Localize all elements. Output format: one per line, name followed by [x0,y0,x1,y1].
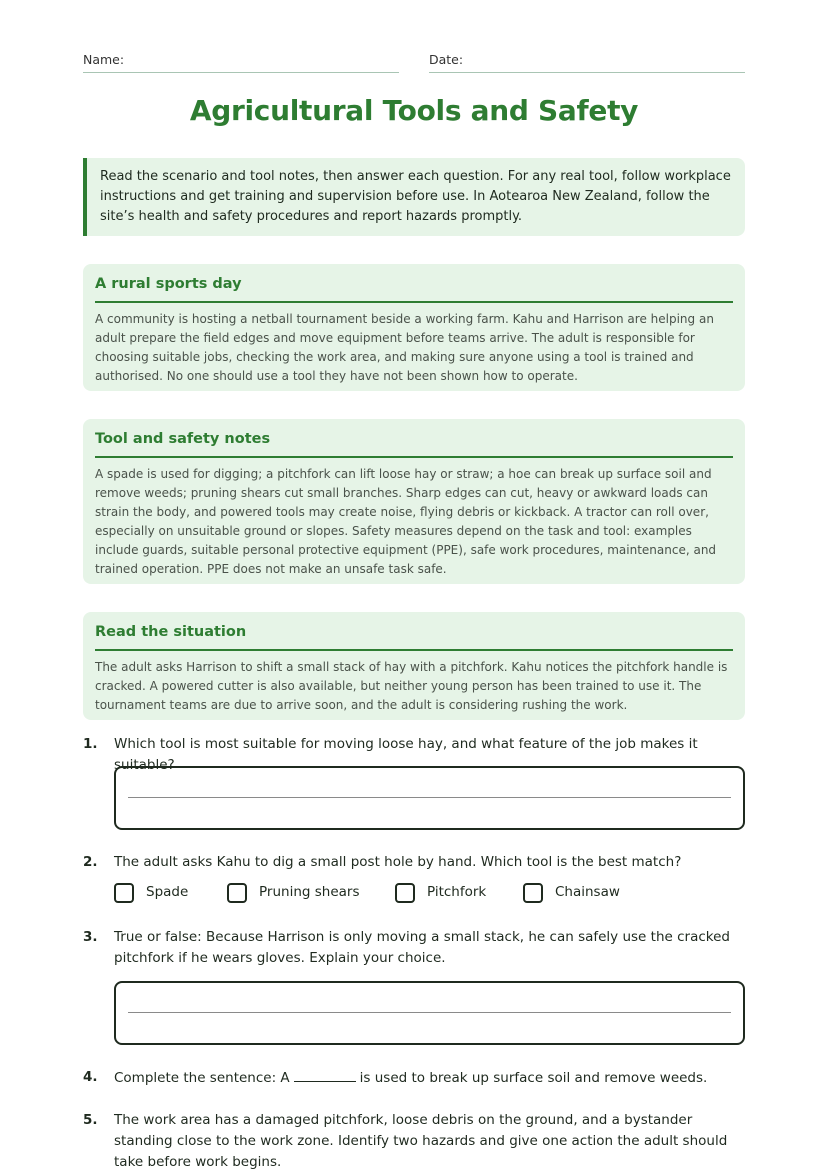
name-date-row [83,52,745,74]
option-label: Pruning shears [259,884,360,900]
question-number: 2. [83,854,98,870]
question-5 [83,1110,745,1172]
sentence-end: is used to break up surface soil and remove weeds. [359,1070,708,1086]
scenario-text: A community is hosting a netball tournament beside a working farm. Kahu and Harrison are helping an adult prepare the field edges and move equipment before teams arrive. The adult is responsible for choosing suitable jobs, checking the work area, and making sure anyone using a tool is trained and authorised. No one should use a tool they have not been shown how to operate. [95,312,714,383]
tool-notes-text: A spade is used for digging; a pitchfork can lift loose hay or straw; a hoe can break up surface soil and remove weeds; pruning shears cut small branches. Sharp edges can cut, heavy or awkward loads can strain the body, and powered tools may create noise, flying debris or kickback. A tractor can roll over, especially on unsuitable ground or slopes. Safety measures depend on the task and tool: examples include guards, suitable personal protective equipment (PPE), safe work procedures, maintenance, and trained operation. PPE does not make an unsafe task safe. [95,467,717,576]
name-label: Name: [83,52,125,67]
page-title: Agricultural Tools and Safety [189,94,639,127]
question-number: 5. [83,1112,98,1128]
checkbox[interactable] [114,883,134,903]
tool-notes-heading: Tool and safety notes [95,429,733,458]
fill-in-blank[interactable] [294,1067,356,1082]
name-field[interactable] [83,52,399,73]
question-4 [83,1067,745,1089]
question-3 [83,927,745,969]
question-text: The adult asks Kahu to dig a small post hole by hand. Which tool is the best match? [114,854,682,870]
question-2-options [114,882,745,908]
scenario-card [83,264,745,391]
question-1 [83,734,745,773]
scenario-heading: A rural sports day [95,274,733,303]
question-text: True or false: Because Harrison is only moving a small stack, he can safely use the cracked pitchfork if he wears gloves. Explain your choice. [114,929,730,966]
question-number: 3. [83,929,98,945]
question-number: 1. [83,736,98,752]
answer-line [128,797,731,798]
instructions-callout: Read the scenario and tool notes, then answer each question. For any real tool, follow workplace instructions and get training and supervision before use. In Aotearoa New Zealand, follow the site’s health and safety procedures and report hazards promptly. [83,158,745,236]
question-text [114,1067,745,1089]
question-text: The work area has a damaged pitchfork, loose debris on the ground, and a bystander standing close to the work zone. Identify two hazards and give one action the adult should take before work begins. [114,1112,728,1170]
date-label: Date: [429,52,464,67]
answer-line [128,1012,731,1013]
checkbox[interactable] [395,883,415,903]
situation-card [83,612,745,720]
question-2 [83,852,745,874]
answer-box-3[interactable] [114,981,745,1045]
question-number: 4. [83,1069,98,1085]
checkbox[interactable] [227,883,247,903]
option-label: Pitchfork [427,884,487,900]
date-field[interactable] [429,52,745,73]
tool-notes-card [83,419,745,584]
option-label: Chainsaw [555,884,620,900]
option-label: Spade [146,884,189,900]
situation-heading: Read the situation [95,622,733,651]
answer-box-1[interactable] [114,766,745,830]
question-text: Which tool is most suitable for moving loose hay, and what feature of the job makes it suitable? [114,736,698,773]
sentence-start: Complete the sentence: A [114,1070,290,1086]
checkbox[interactable] [523,883,543,903]
situation-text: The adult asks Harrison to shift a small stack of hay with a pitchfork. Kahu notices the pitchfork handle is cracked. A powered cutter is also available, but neither young person has been trained to use it. The tournament teams are due to arrive soon, and the adult is considering rushing the work. [95,660,728,712]
